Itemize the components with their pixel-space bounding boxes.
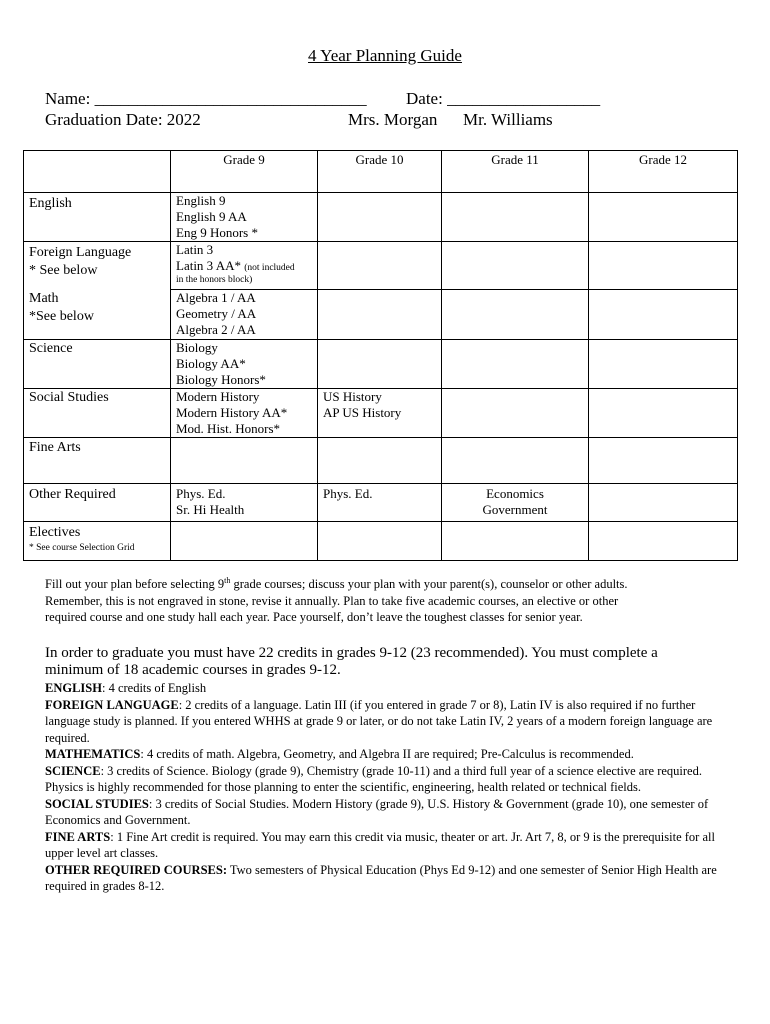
subject-cell: Fine Arts	[24, 438, 171, 484]
requirements-intro: In order to graduate you must have 22 credits in grades 9-12 (23 recommended). You must complete a minimum of 18 academic courses in grades 9-12.	[45, 645, 658, 678]
table-row-fine-arts	[24, 438, 738, 484]
table-row-other-required	[24, 484, 738, 522]
grade12-cell[interactable]	[589, 522, 738, 561]
table-header-row	[24, 151, 738, 193]
subject-cell: Electives * See course Selection Grid	[24, 522, 171, 561]
name-field[interactable]: Name: ________________________________	[45, 89, 367, 108]
grade12-cell[interactable]	[589, 193, 738, 242]
grade11-cell[interactable]	[442, 438, 589, 484]
instructions-paragraph: Fill out your plan before selecting 9th grade courses; discuss your plan with your parent(s), counselor or other adults. Remember, this is not engraved in stone, revise it annually. Plan to take five academic courses, an elective or other required course and one study hall each year. Pace yourself, don’t leave the toughest classes for senior year.	[45, 575, 628, 624]
table-row-math	[24, 290, 738, 340]
grade10-cell[interactable]: US History AP US History	[318, 389, 442, 438]
grade10-cell[interactable]: Phys. Ed.	[318, 484, 442, 522]
grade9-cell[interactable]: Algebra 1 / AA Geometry / AA Algebra 2 / AA	[171, 290, 318, 340]
requirement-english: ENGLISH: 4 credits of English	[45, 681, 207, 695]
requirement-foreign-language: FOREIGN LANGUAGE: 2 credits of a language. Latin III (if you entered in grade 7 or 8), Latin IV is also required if no further language study is planned. If you entered WHHS at grade 9 or later, or do not take Latin IV, 2 years of a modern foreign language are required.	[45, 697, 713, 745]
grade10-cell[interactable]	[318, 340, 442, 389]
grade11-cell[interactable]	[442, 193, 589, 242]
grade-11-header: Grade 11	[442, 151, 589, 193]
grade12-cell[interactable]	[589, 389, 738, 438]
grade-9-header: Grade 9	[171, 151, 318, 193]
requirement-social-studies: SOCIAL STUDIES: 3 credits of Social Studies. Modern History (grade 9), U.S. History & Government (grade 10), one semester of Economics and Government.	[45, 796, 709, 827]
grade11-cell[interactable]	[442, 290, 589, 340]
grade12-cell[interactable]	[589, 438, 738, 484]
grade-12-header: Grade 12	[589, 151, 738, 193]
grade12-cell[interactable]	[589, 340, 738, 389]
grade-10-header: Grade 10	[318, 151, 442, 193]
graduation-requirements	[45, 645, 735, 895]
grade12-cell[interactable]	[589, 242, 738, 290]
teacher-name: Mr. Williams	[463, 110, 553, 129]
grade12-cell[interactable]	[589, 290, 738, 340]
graduation-date: Graduation Date: 2022	[45, 110, 201, 129]
grade10-cell[interactable]	[318, 290, 442, 340]
grade10-cell[interactable]	[318, 242, 442, 290]
subject-cell: Math *See below	[24, 290, 171, 340]
table-row-social-studies	[24, 389, 738, 438]
subject-cell: Other Required	[24, 484, 171, 522]
requirement-other: OTHER REQUIRED COURSES: Two semesters of Physical Education (Phys Ed 9-12) and one semester of Senior High Health are required in grades 8-12.	[45, 862, 717, 893]
teacher-name: Mrs. Morgan	[348, 110, 438, 129]
header-blank	[24, 151, 171, 193]
grade9-cell[interactable]	[171, 522, 318, 561]
requirement-fine-arts: FINE ARTS: 1 Fine Art credit is required. You may earn this credit via music, theater or art. Jr. Art 7, 8, or 9 is the prerequisite for all upper level art classes.	[45, 829, 715, 860]
grade9-cell[interactable]: Biology Biology AA* Biology Honors*	[171, 340, 318, 389]
table-row-english	[24, 193, 738, 242]
subject-cell: English	[24, 193, 171, 242]
table-row-science	[24, 340, 738, 389]
grade10-cell[interactable]	[318, 438, 442, 484]
grade11-cell[interactable]	[442, 340, 589, 389]
page-title: 4 Year Planning Guide	[308, 46, 462, 65]
grade11-cell[interactable]	[442, 242, 589, 290]
grade11-cell[interactable]	[442, 522, 589, 561]
course-grid-note: * See course Selection Grid	[29, 543, 135, 553]
grade9-cell[interactable]: Latin 3 Latin 3 AA* (not included in the honors block)	[171, 242, 318, 290]
grade9-cell[interactable]: English 9 English 9 AA Eng 9 Honors *	[171, 193, 318, 242]
grade9-cell[interactable]	[171, 438, 318, 484]
grade11-cell[interactable]: Economics Government	[442, 484, 589, 522]
grade9-cell[interactable]: Phys. Ed. Sr. Hi Health	[171, 484, 318, 522]
requirement-mathematics: MATHEMATICS: 4 credits of math. Algebra, Geometry, and Algebra II are required; Pre-Calculus is recommended.	[45, 747, 634, 761]
subject-cell: Foreign Language * See below	[24, 242, 171, 290]
grade9-cell[interactable]: Modern History Modern History AA* Mod. Hist. Honors*	[171, 389, 318, 438]
grade10-cell[interactable]	[318, 522, 442, 561]
grade10-cell[interactable]	[318, 193, 442, 242]
requirement-science: SCIENCE: 3 credits of Science. Biology (grade 9), Chemistry (grade 10-11) and a third full year of a science elective are required. Physics is highly recommended for those planning to enter the scientific, engineering, health related or technical fields.	[45, 763, 702, 794]
date-field[interactable]: Date: __________________	[406, 89, 601, 108]
grade12-cell[interactable]	[589, 484, 738, 522]
subject-cell: Science	[24, 340, 171, 389]
table-row-electives	[24, 522, 738, 561]
grade11-cell[interactable]	[442, 389, 589, 438]
subject-cell: Social Studies	[24, 389, 171, 438]
planning-table	[23, 150, 738, 561]
table-row-foreign-language	[24, 242, 738, 290]
